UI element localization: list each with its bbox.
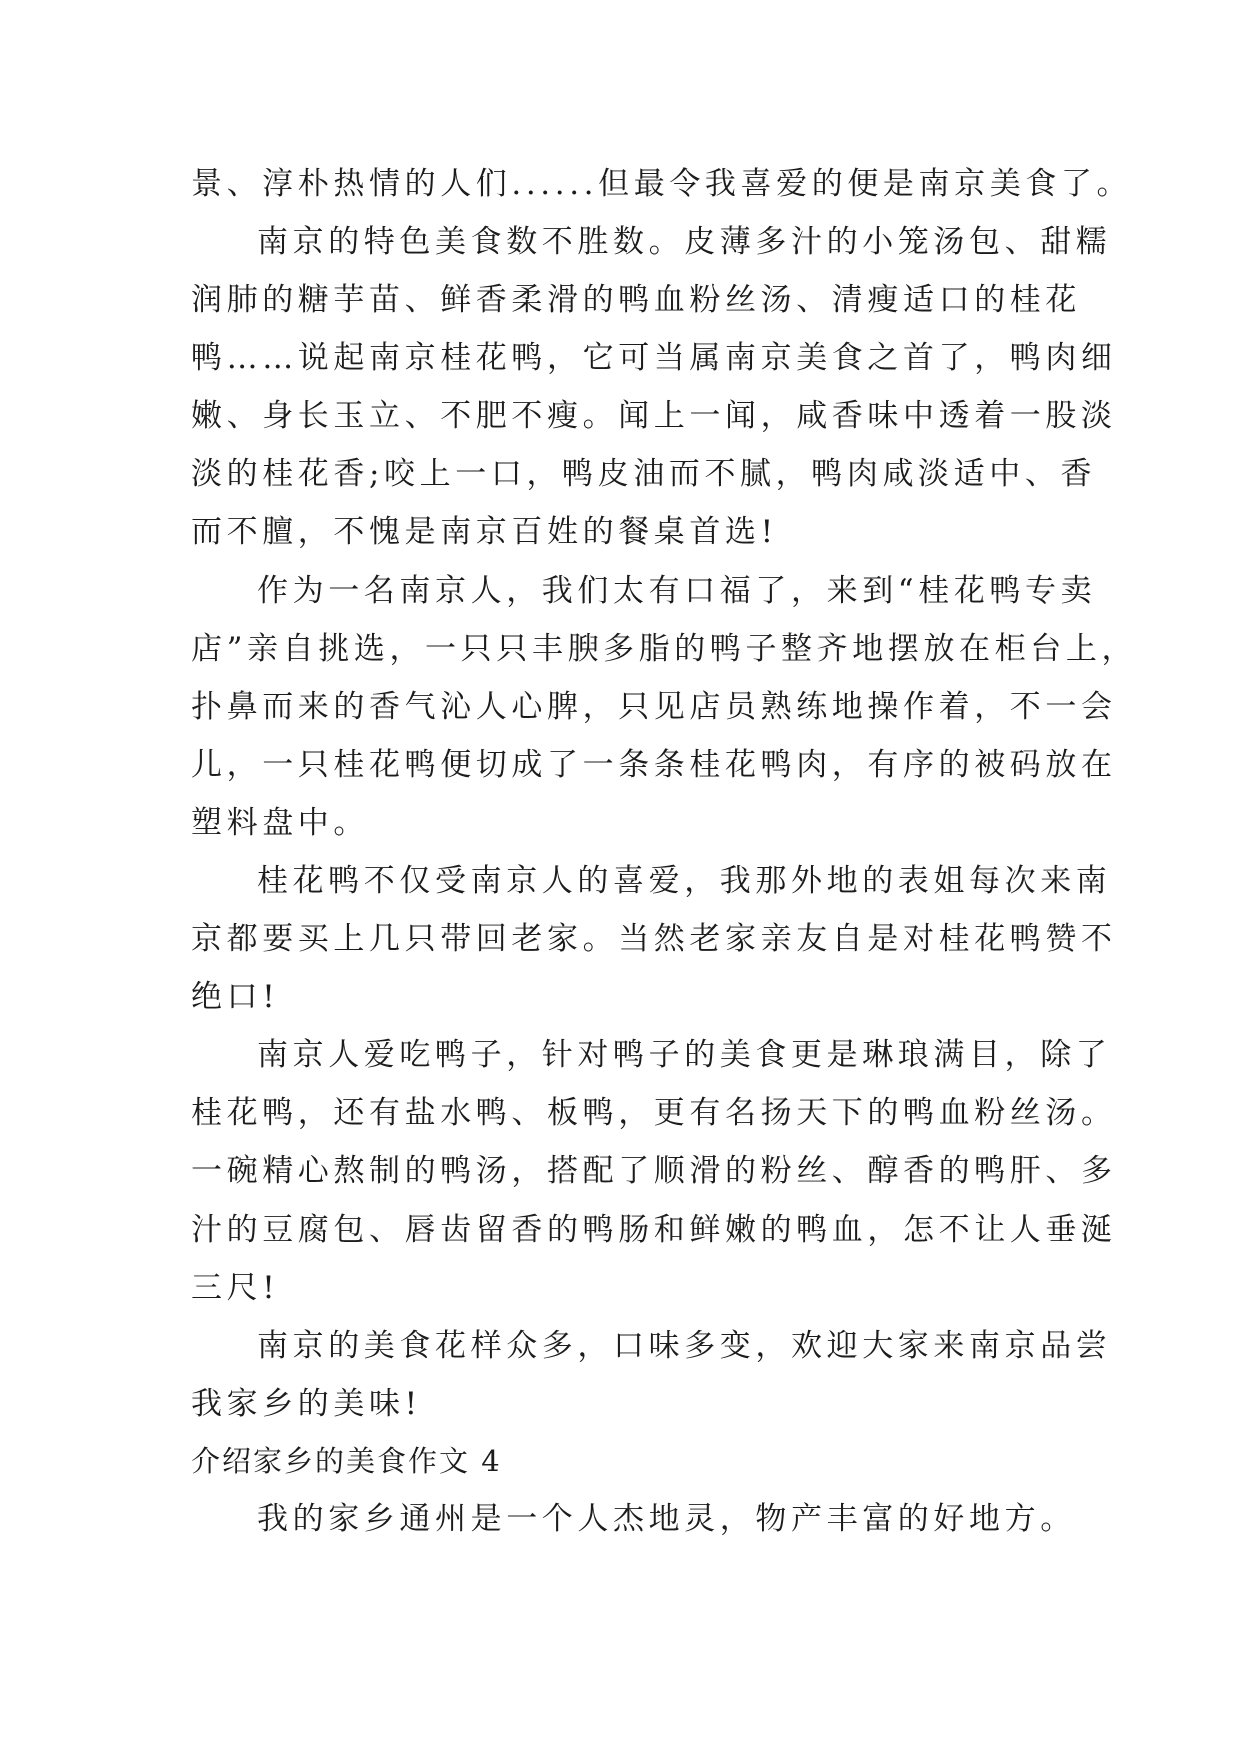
text-line: 一碗精心熬制的鸭汤，搭配了顺滑的粉丝、醇香的鸭肝、多 (191, 1153, 1117, 1189)
text-line: 而不膻，不愧是南京百姓的餐桌首选! (191, 514, 778, 550)
section-heading: 介绍家乡的美食作文 4 (191, 1444, 502, 1478)
paragraph-start: 作为一名南京人，我们太有口福了，来到“桂花鸭专卖 (257, 573, 1097, 609)
paragraph-start: 我的家乡通州是一个人杰地灵，物产丰富的好地方。 (257, 1501, 1076, 1537)
text-line: 桂花鸭，还有盐水鸭、板鸭，更有名扬天下的鸭血粉丝汤。 (191, 1095, 1117, 1131)
paragraph-start: 南京的美食花样众多，口味多变，欢迎大家来南京品尝 (257, 1328, 1112, 1364)
text-line: 店”亲自挑选，一只只丰腴多脂的鸭子整齐地摆放在柜台上， (191, 631, 1138, 667)
text-line: 三尺! (191, 1270, 280, 1306)
text-line: 嫩、身长玉立、不肥不瘦。闻上一闻，咸香味中透着一股淡 (191, 398, 1117, 434)
paragraph-start: 桂花鸭不仅受南京人的喜爱，我那外地的表姐每次来南 (257, 863, 1112, 899)
text-line: 淡的桂花香;咬上一口，鸭皮油而不腻，鸭肉咸淡适中、香 (191, 456, 1097, 492)
text-line: 绝口! (191, 979, 280, 1015)
text-line: 景、淳朴热情的人们......但最令我喜爱的便是南京美食了。 (191, 166, 1133, 202)
text-line: 汁的豆腐包、唇齿留香的鸭肠和鲜嫩的鸭血，怎不让人垂涎 (191, 1212, 1117, 1248)
text-line: 我家乡的美味! (191, 1386, 422, 1422)
text-line: 儿，一只桂花鸭便切成了一条条桂花鸭肉，有序的被码放在 (191, 747, 1117, 783)
text-line: 塑料盘中。 (191, 805, 369, 841)
text-line: 扑鼻而来的香气沁人心脾，只见店员熟练地操作着，不一会 (191, 689, 1117, 725)
text-line: 鸭……说起南京桂花鸭，它可当属南京美食之首了，鸭肉细 (191, 340, 1117, 376)
text-line: 润肺的糖芋苗、鲜香柔滑的鸭血粉丝汤、清瘦适口的桂花 (191, 282, 1081, 318)
paragraph-start: 南京的特色美食数不胜数。皮薄多汁的小笼汤包、甜糯 (257, 224, 1112, 260)
paragraph-start: 南京人爱吃鸭子，针对鸭子的美食更是琳琅满目，除了 (257, 1037, 1112, 1073)
text-line: 京都要买上几只带回老家。当然老家亲友自是对桂花鸭赞不 (191, 921, 1117, 957)
